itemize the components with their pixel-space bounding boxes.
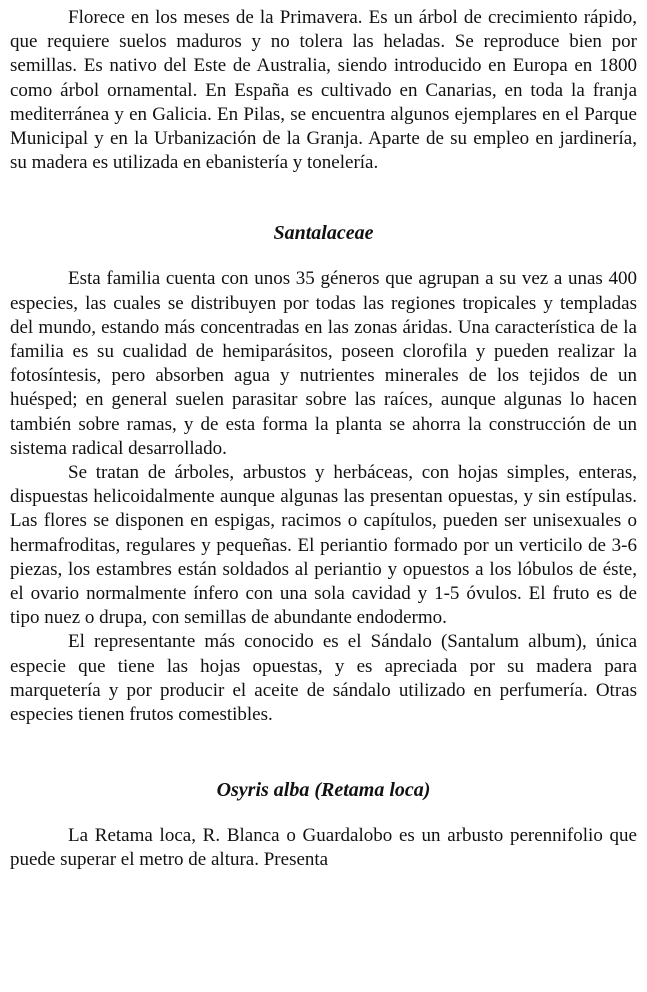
- intro-paragraph: Florece en los meses de la Primavera. Es un árbol de crecimiento rápido, que requiere suelos maduros y no tolera las heladas. Se reproduce bien por semillas. Es nativo del Este de Australia, siendo introducido en Europa en 1800 como árbol ornamental. En España es cultivado en Canarias, en toda la franja mediterránea y en Galicia. En Pilas, se encuentra algunos ejemplares en el Parque Municipal y en la Urbanización de la Granja. Aparte de su empleo en jardinería, su madera es utilizada en ebanistería y tonelería.: [10, 7, 637, 174]
- section-heading-osyris-alba: Osyris alba (Retama loca): [216, 779, 431, 802]
- osyris-paragraph-1: La Retama loca, R. Blanca o Guardalobo es un arbusto perennifolio que puede superar el metro de altura. Presenta: [10, 825, 637, 871]
- santalaceae-paragraph-3: El representante más conocido es el Sándalo (Santalum album), única especie que tiene las hojas opuestas, y es apreciada por su madera para marquetería y por producir el aceite de sándalo utilizado en perfumería. Otras especies tienen frutos comestibles.: [10, 631, 637, 726]
- santalaceae-paragraph-1: Esta familia cuenta con unos 35 géneros que agrupan a su vez a unas 400 especies, las cuales se distribuyen por todas las regiones tropicales y templadas del mundo, estando más concentradas en las zonas áridas. Una característica de la familia es su cualidad de hemiparásitos, poseen clorofila y pueden realizar la fotosíntesis, pero absorben agua y nutrientes minerales de los tejidos de un huésped; en general suelen parasitar sobre las raíces, aunque algunas lo hacen también sobre ramas, y de esta forma la planta se ahorra la construcción de un sistema radical desarrollado.: [10, 268, 637, 459]
- santalaceae-paragraph-2: Se tratan de árboles, arbustos y herbáceas, con hojas simples, enteras, dispuestas helicoidalmente aunque algunas las presentan opuestas, y sin estípulas. Las flores se disponen en espigas, racimos o capítulos, pueden ser unisexuales o hermafroditas, regulares y pequeñas. El periantio formado por un verticilo de 3-6 piezas, los estambres están soldados al periantio y opuestos a los lóbulos de éste, el ovario normalmente ínfero con una sola cavidad y 1-5 óvulos. El fruto es de tipo nuez o drupa, con semillas de abundante endodermo.: [10, 462, 637, 629]
- document-page: [10, 6, 637, 873]
- section-heading-santalaceae: Santalaceae: [273, 222, 374, 245]
